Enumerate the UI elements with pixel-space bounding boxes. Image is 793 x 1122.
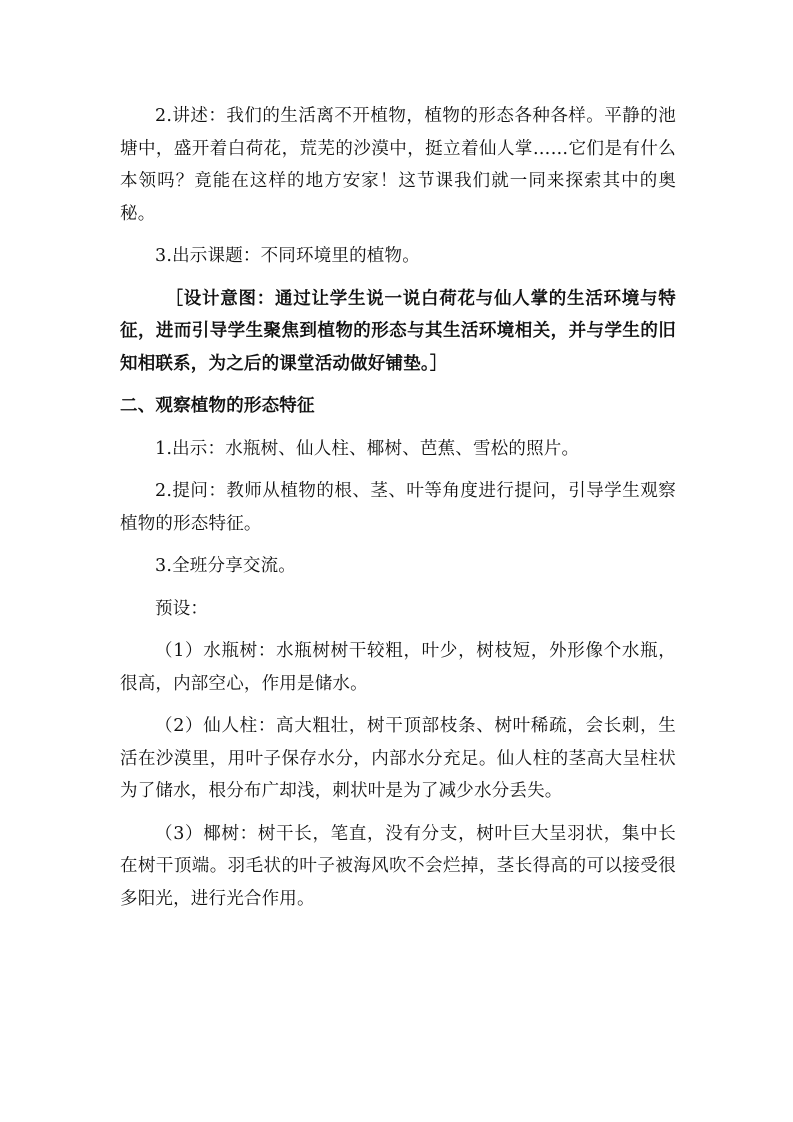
section-heading: 二、观察植物的形态特征 bbox=[120, 396, 315, 416]
paragraph-preset-label: 预设： bbox=[155, 598, 209, 619]
paragraph-show-topic: 3.出示课题：不同环境里的植物。 bbox=[155, 246, 420, 266]
paragraph-cactus-column: （2）仙人柱：高大粗壮，树干顶部枝条、树叶稀疏，会长刺，生活在沙漠里，用叶子保存水分，内部水分充足。仙人柱的茎高大呈柱状为了储水，根分布广却浅，刺状叶是为了减少水分丢失。 bbox=[120, 716, 676, 801]
document-page bbox=[120, 100, 676, 925]
paragraph-bottle-tree: （1）水瓶树：水瓶树树干较粗，叶少，树枝短，外形像个水瓶，很高，内部空心，作用是储水。 bbox=[120, 641, 676, 694]
paragraph-show-photos: 1.出示：水瓶树、仙人柱、椰树、芭蕉、雪松的照片。 bbox=[155, 438, 580, 459]
paragraph-coconut-tree: （3）椰树：树干长，笔直，没有分支，树叶巨大呈羽状，集中长在树干顶端。羽毛状的叶子被海风吹不会烂掉，茎长得高的可以接受很多阳光，进行光合作用。 bbox=[120, 823, 676, 909]
paragraph-intro-narration: 2.讲述：我们的生活离不开植物，植物的形态各种各样。平静的池塘中，盛开着白荷花，荒芜的沙漠中，挺立着仙人掌……它们是有什么本领吗？竟能在这样的地方安家！这节课我们就一同来探索其中的奥秘。 bbox=[120, 106, 676, 224]
paragraph-class-share: 3.全班分享交流。 bbox=[155, 556, 296, 576]
paragraph-question: 2.提问：教师从植物的根、茎、叶等角度进行提问，引导学生观察植物的形态特征。 bbox=[120, 481, 676, 534]
paragraph-design-intent: ［设计意图：通过让学生说一说白荷花与仙人掌的生活环境与特征，进而引导学生聚焦到植物的形态与其生活环境相关，并与学生的旧知相联系，为之后的课堂活动做好铺垫。］ bbox=[120, 288, 676, 374]
